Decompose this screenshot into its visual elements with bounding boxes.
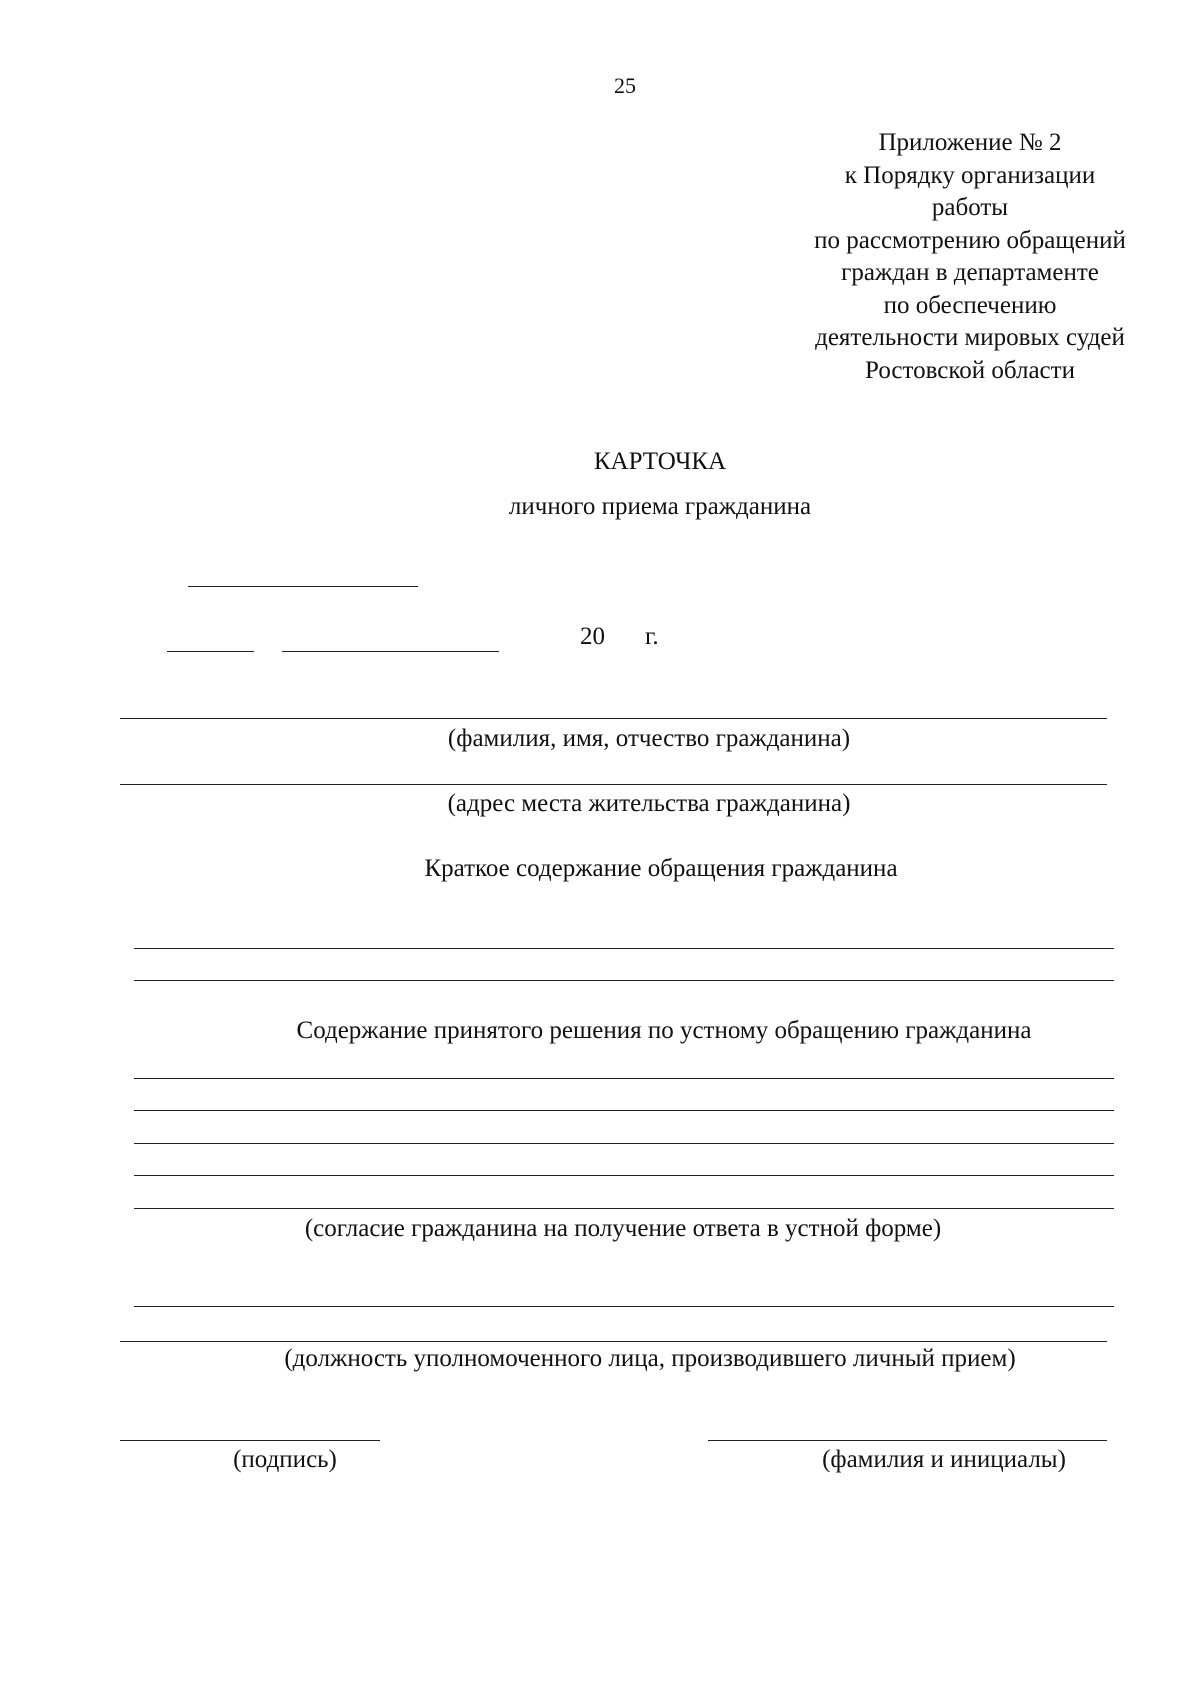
appendix-line: к Порядку организации bbox=[844, 161, 1096, 189]
appendix-line: Ростовской области bbox=[865, 356, 1075, 384]
date-year-prefix: 20 bbox=[580, 623, 605, 650]
appendix-line: по рассмотрению обращений bbox=[814, 226, 1126, 254]
decision-blank-line[interactable] bbox=[134, 1110, 1114, 1111]
signature-blank[interactable] bbox=[120, 1440, 380, 1441]
appendix-line: деятельности мировых судей bbox=[815, 324, 1125, 351]
decision-heading: Содержание принятого решения по устному обращению гражданина bbox=[296, 1017, 1032, 1044]
decision-blank-line[interactable] bbox=[134, 1208, 1114, 1209]
appendix-line: Приложение № 2 bbox=[878, 129, 1062, 156]
appendix-line: по обеспечению bbox=[883, 291, 1057, 319]
appendix-line: граждан в департаменте bbox=[841, 259, 1099, 286]
consent-caption: (согласие гражданина на получение ответа в устной форме) bbox=[304, 1215, 942, 1242]
decision-blank-line[interactable] bbox=[134, 1078, 1114, 1079]
official-blank[interactable] bbox=[120, 1341, 1107, 1342]
form-subtitle: личного приема гражданина bbox=[508, 493, 812, 520]
address-blank[interactable] bbox=[120, 784, 1107, 785]
fio-blank[interactable] bbox=[120, 718, 1107, 719]
name-initials-blank[interactable] bbox=[708, 1440, 1107, 1441]
official-caption: (должность уполномоченного лица, производившего личный прием) bbox=[284, 1345, 1016, 1372]
summary-blank-line[interactable] bbox=[134, 948, 1114, 949]
summary-heading: Краткое содержание обращения гражданина bbox=[424, 855, 898, 882]
card-number-blank[interactable] bbox=[188, 586, 418, 587]
summary-blank-line[interactable] bbox=[134, 980, 1114, 981]
date-day-blank[interactable] bbox=[167, 651, 254, 652]
name-initials-caption: (фамилия и инициалы) bbox=[822, 1446, 1066, 1473]
date-month-blank[interactable] bbox=[282, 651, 499, 652]
page-number: 25 bbox=[614, 73, 636, 98]
fio-caption: (фамилия, имя, отчество гражданина) bbox=[447, 725, 851, 752]
address-caption: (адрес места жительства гражданина) bbox=[447, 790, 851, 817]
consent-blank[interactable] bbox=[134, 1306, 1114, 1307]
date-year-suffix: г. bbox=[645, 623, 659, 650]
appendix-block bbox=[760, 127, 1180, 387]
form-title: КАРТОЧКА bbox=[593, 448, 727, 475]
appendix-line: работы bbox=[931, 194, 1009, 221]
decision-blank-line[interactable] bbox=[134, 1143, 1114, 1144]
signature-caption: (подпись) bbox=[233, 1446, 337, 1473]
decision-blank-line[interactable] bbox=[134, 1175, 1114, 1176]
